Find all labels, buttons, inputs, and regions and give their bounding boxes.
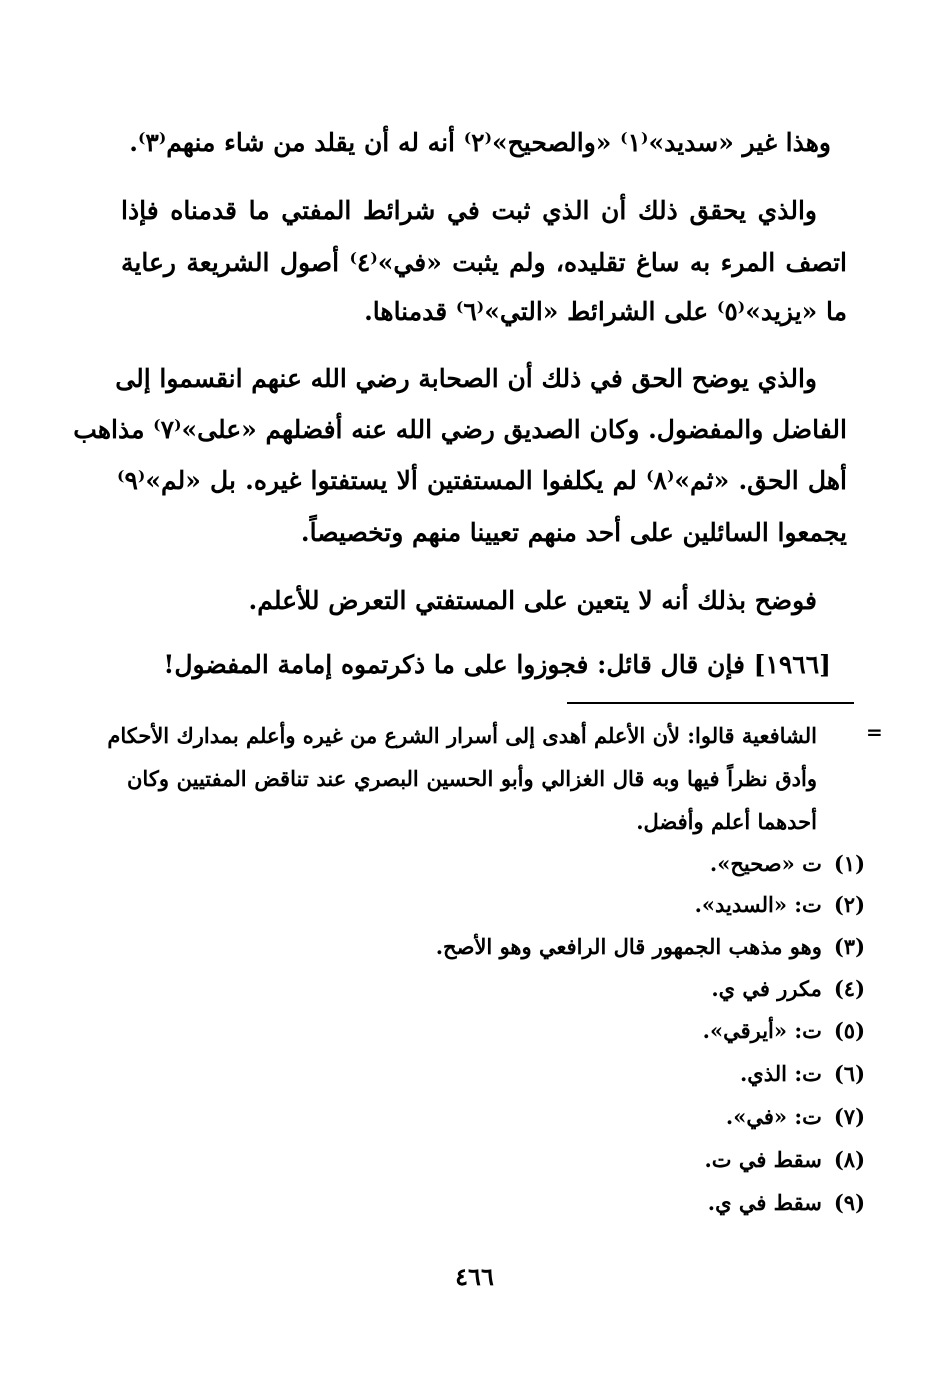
footnote-number: (٥) [833,1018,865,1043]
paragraph-line-7: أهل الحق. «ثم»⁽٨⁾ لم يكلفوا المستفتين ألا يستفتوا غيره. بل «لم»⁽٩⁾ [117,466,847,495]
footnote-number: (٨) [833,1147,865,1172]
paragraph-line-3: اتصف المرء به ساغ تقليده، ولم يثبت «في»⁽٤⁾ أصول الشريعة رعاية [121,248,848,277]
footnote-8 [704,1147,865,1172]
footnote-6 [740,1061,865,1086]
footnote-text: ت: «السديد». [694,892,822,917]
question-line: [١٩٦٦] فإن قال قائل: فجوزوا على ما ذكرتموه إمامة المفضول! [163,650,831,679]
footnote-text: ت «صحيح». [709,851,822,876]
footnote-2 [695,892,865,917]
paragraph-line-1: وهذا غير «سديد»⁽١⁾ «والصحيح»⁽٢⁾ أنه له أن يقلد من شاء منهم⁽٣⁾. [129,128,831,157]
footnote-text: سقط في ت. [704,1147,822,1172]
paragraph-line-2: والذي يحقق ذلك أن الذي ثبت في شرائط المفتي ما قدمناه فإذا [121,196,817,225]
footnote-text: ت: «أيرقي». [702,1018,822,1043]
footnote-5 [703,1018,865,1043]
footnote-text: سقط في ي. [707,1190,822,1215]
continuation-line-3: أحدهما أعلم وأفضل. [636,809,817,834]
footnote-number: (٧) [833,1104,865,1129]
footnote-1 [710,851,865,876]
footnote-number: (٩) [833,1190,865,1215]
footnote-4 [711,976,865,1001]
page-number: ٤٦٦ [455,1262,494,1291]
footnote-separator [567,702,854,704]
footnote-3 [436,934,865,959]
footnote-text: مكرر في ي. [711,976,822,1001]
continuation-line-2: وأدق نظراً فيها وبه قال الغزالي وأبو الحسين البصري عند تناقض المفتيين وكان [127,766,817,791]
footnote-text: ت: «في». [725,1104,822,1129]
paragraph-line-4: ما «يزيد»⁽٥⁾ على الشرائط «التي»⁽٦⁾ قدمناها. [364,297,847,326]
continuation-line-1: الشافعية قالوا: لأن الأعلم أهدى إلى أسرار الشرع من غيره وأعلم بمدارك الأحكام [107,723,817,748]
footnote-number: (٣) [833,934,865,959]
footnote-text: وهو مذهب الجمهور قال الرافعي وهو الأصح. [435,934,822,959]
footnote-9 [708,1190,865,1215]
paragraph-line-6: الفاضل والمفضول. وكان الصديق رضي الله عنه أفضلهم «على»⁽٧⁾ مذاهب [73,415,847,444]
footnote-number: (٤) [833,976,865,1001]
footnote-text: ت: الذي. [740,1061,822,1086]
paragraph-line-5: والذي يوضح الحق في ذلك أن الصحابة رضي الله عنهم انقسموا إلى [115,364,817,393]
paragraph-line-9: فوضح بذلك أنه لا يتعين على المستفتي التعرض للأعلم. [248,586,817,615]
footnote-number: (٦) [833,1061,865,1086]
footnote-number: (٢) [833,892,865,917]
continuation-mark: = [866,720,883,744]
footnote-7 [726,1104,865,1129]
footnote-number: (١) [833,851,865,876]
paragraph-line-8: يجمعوا السائلين على أحد منهم تعيينا منهم وتخصيصاً. [300,518,847,547]
